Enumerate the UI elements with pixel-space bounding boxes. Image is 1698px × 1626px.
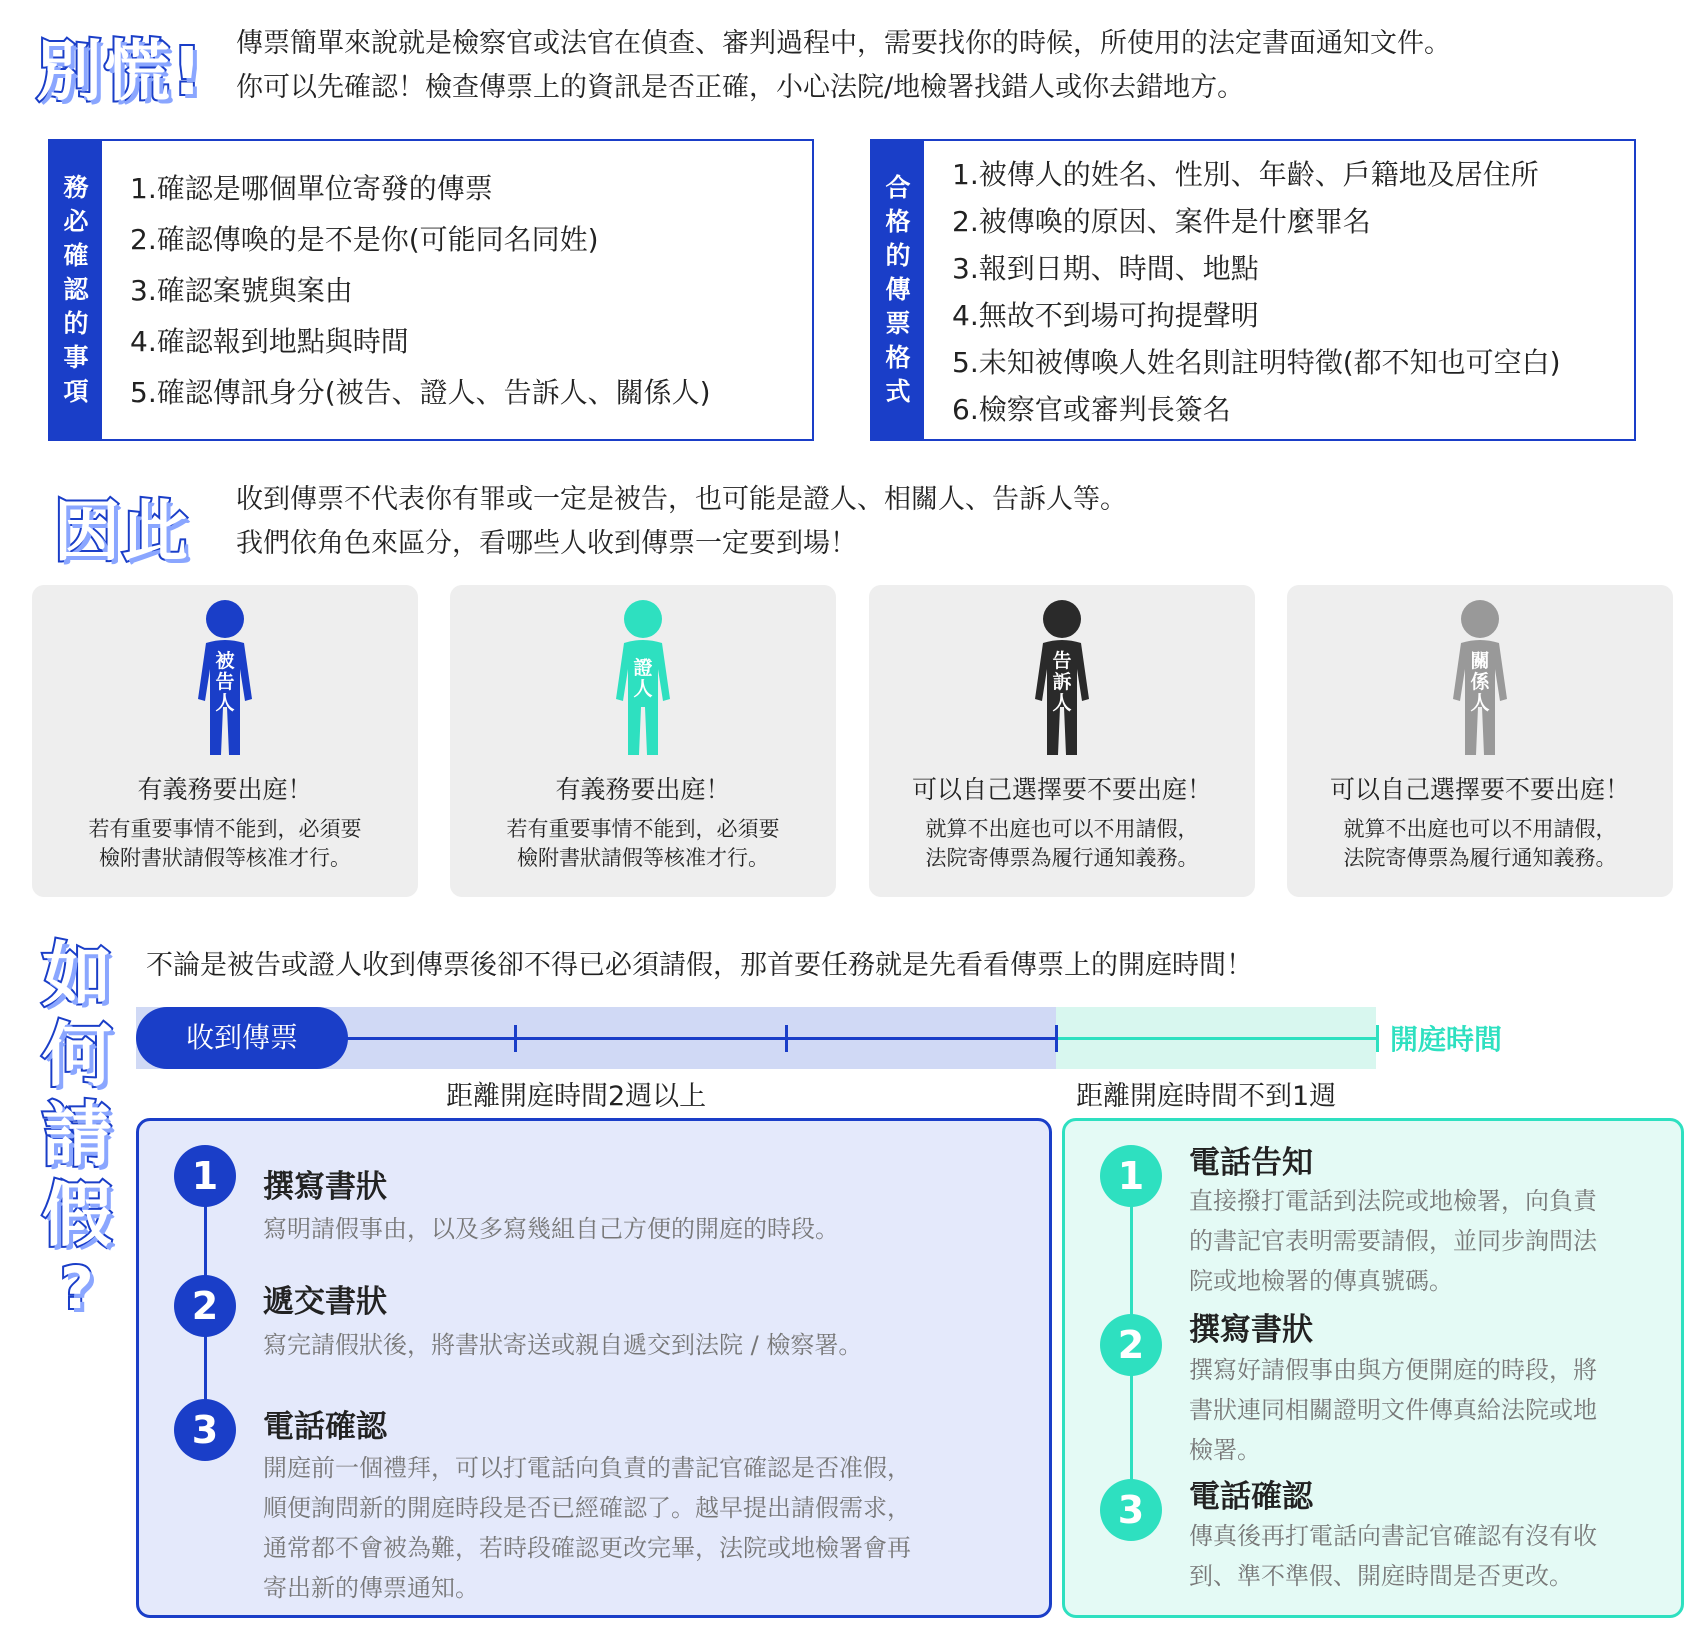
step-number-badge: 1	[174, 1145, 236, 1207]
list-item: 2.被傳喚的原因、案件是什麼罪名	[952, 205, 1371, 238]
role-card-desc-line: 檢附書狀請假等核准才行。	[99, 846, 351, 870]
tab-char: 式	[885, 377, 911, 406]
step-number-badge: 1	[1100, 1145, 1162, 1207]
must-confirm-list	[130, 163, 711, 418]
role-card-title: 有義務要出庭！	[137, 775, 313, 804]
step-number-badge: 3	[1100, 1479, 1162, 1541]
step-number-badge: 2	[1100, 1314, 1162, 1376]
role-card-desc-line: 法院寄傳票為履行通知義務。	[1343, 846, 1617, 870]
list-item: 1.確認是哪個單位寄發的傳票	[130, 172, 493, 205]
role-card-title: 有義務要出庭！	[555, 775, 731, 804]
timeline-line-far	[300, 1037, 1056, 1040]
figure-label-char: 被	[215, 650, 235, 672]
step-desc-line: 檢署。	[1189, 1436, 1261, 1464]
step-desc-line: 通常都不會被為難，若時段確認更改完畢，法院或地檢署會再	[263, 1534, 911, 1562]
role-card-desc-line: 法院寄傳票為履行通知義務。	[925, 846, 1199, 870]
list-item: 4.無故不到場可拘提聲明	[952, 299, 1259, 332]
role-card-desc-line: 若有重要事情不能到，必須要	[506, 817, 780, 841]
figure-label-char: 人	[1052, 692, 1072, 714]
step-desc-line: 順便詢問新的開庭時段是否已經確認了。越早提出請假需求，	[263, 1494, 911, 1522]
role-card-desc	[32, 815, 418, 873]
heading-char: 請	[42, 1094, 114, 1176]
role-card-desc-line: 就算不出庭也可以不用請假，	[1343, 817, 1617, 841]
steps-panel-one-week	[1062, 1118, 1684, 1618]
intro-paragraph-2	[236, 478, 1127, 566]
intro-line: 傳票簡單來說就是檢察官或法官在偵查、審判過程中，需要找你的時候，所使用的法定書面通知文件。	[236, 28, 1451, 59]
figure-label-char: 人	[633, 678, 653, 700]
intro-line: 收到傳票不代表你有罪或一定是被告，也可能是證人、相關人、告訴人等。	[236, 484, 1127, 515]
step-desc-line: 撰寫好請假事由與方便開庭的時段，將	[1189, 1356, 1597, 1384]
tab-char: 傳	[885, 275, 911, 304]
intro-paragraph-3: 不論是被告或證人收到傳票後卻不得已必須請假，那首要任務就是先看看傳票上的開庭時間！	[146, 950, 1253, 981]
figure-label	[633, 657, 652, 700]
tab-char: 的	[63, 309, 89, 338]
role-card-desc	[450, 815, 836, 873]
step-desc-line: 開庭前一個禮拜，可以打電話向負責的書記官確認是否准假，	[263, 1454, 911, 1482]
heading-char: ?	[60, 1254, 96, 1322]
list-item: 5.確認傳訊身分(被告、證人、告訴人、關係人)	[130, 376, 711, 409]
figure-label	[215, 649, 234, 714]
heading-therefore: 因此	[54, 493, 190, 570]
list-item: 4.確認報到地點與時間	[130, 325, 409, 358]
heading-how-to-request-leave	[38, 935, 118, 1321]
step-desc-line: 直接撥打電話到法院或地檢署，向負責	[1189, 1187, 1597, 1215]
step-desc-line: 寫明請假事由，以及多寫幾組自己方便的開庭的時段。	[263, 1215, 839, 1243]
role-card-related-party	[1287, 585, 1673, 897]
tab-char: 必	[63, 207, 89, 236]
person-figure-icon	[1449, 599, 1511, 757]
timeline-caption-near: 距離開庭時間不到1週	[1076, 1081, 1337, 1112]
timeline-tick-end	[1376, 1025, 1379, 1052]
step-desc	[1189, 1516, 1597, 1596]
tab-char: 認	[63, 275, 89, 304]
steps-panel-two-weeks	[136, 1118, 1052, 1618]
figure-label	[1052, 649, 1071, 714]
role-card-title: 可以自己選擇要不要出庭！	[911, 775, 1212, 804]
tab-char: 票	[885, 309, 911, 338]
intro-line: 你可以先確認！檢查傳票上的資訊是否正確，小心法院/地檢署找錯人或你去錯地方。	[236, 72, 1245, 103]
step-desc-line: 書狀連同相關證明文件傳真給法院或地	[1189, 1396, 1597, 1424]
intro-paragraph-1	[236, 22, 1451, 110]
heading-char: 如	[42, 934, 114, 1016]
valid-format-box	[870, 139, 1636, 441]
timeline-start-label: 收到傳票	[185, 1021, 298, 1054]
list-item: 2.確認傳喚的是不是你(可能同名同姓)	[130, 223, 599, 256]
step-title: 撰寫書狀	[263, 1169, 387, 1205]
step-title: 電話確認	[1189, 1479, 1313, 1515]
tab-char: 合	[885, 173, 911, 202]
tab-char: 務	[63, 173, 89, 202]
heading-char: 假	[42, 1174, 114, 1256]
figure-label-char: 告	[1052, 650, 1072, 672]
figure-label-char: 關	[1470, 650, 1490, 672]
intro-line: 我們依角色來區分，看哪些人收到傳票一定要到場！	[236, 528, 857, 559]
figure-label-char: 告	[215, 671, 235, 693]
figure-label-char: 證	[633, 657, 653, 679]
step-title: 撰寫書狀	[1189, 1312, 1313, 1348]
tab-char: 的	[885, 241, 911, 270]
step-number-badge: 2	[174, 1275, 236, 1337]
must-confirm-box	[48, 139, 814, 441]
step-desc-line: 到、準不準假、開庭時間是否更改。	[1189, 1562, 1573, 1590]
timeline-caption-far: 距離開庭時間2週以上	[446, 1081, 707, 1112]
figure-label-char: 人	[215, 692, 235, 714]
step-desc-line: 院或地檢署的傳真號碼。	[1189, 1267, 1453, 1295]
list-item: 6.檢察官或審判長簽名	[952, 393, 1231, 426]
step-desc-line: 寄出新的傳票通知。	[263, 1574, 479, 1602]
person-figure-icon	[612, 599, 674, 757]
step-title: 電話確認	[263, 1409, 387, 1445]
step-desc	[1189, 1350, 1597, 1470]
heading-char: 何	[42, 1014, 114, 1096]
must-confirm-tab	[50, 141, 102, 439]
step-title: 電話告知	[1189, 1145, 1313, 1181]
tab-char: 確	[63, 241, 89, 270]
timeline-tick	[514, 1025, 517, 1052]
step-desc	[263, 1448, 911, 1608]
step-desc-line: 傳真後再打電話向書記官確認有沒有收	[1189, 1522, 1597, 1550]
heading-dont-panic: 別慌!	[36, 33, 205, 110]
step-title: 遞交書狀	[263, 1284, 387, 1320]
step-desc	[1189, 1181, 1597, 1301]
figure-label-char: 訴	[1052, 671, 1072, 693]
tab-char: 格	[885, 207, 911, 236]
timeline-start-pill	[136, 1007, 348, 1069]
figure-label-char: 人	[1470, 692, 1490, 714]
figure-label-char: 係	[1470, 671, 1490, 693]
role-card-title: 可以自己選擇要不要出庭！	[1329, 775, 1630, 804]
role-card-desc	[869, 815, 1255, 873]
tab-char: 格	[885, 343, 911, 372]
role-card-desc-line: 檢附書狀請假等核准才行。	[517, 846, 769, 870]
role-card-complainant	[869, 585, 1255, 897]
list-item: 3.確認案號與案由	[130, 274, 353, 307]
tab-char: 項	[63, 377, 89, 406]
timeline-tick	[1055, 1025, 1058, 1052]
person-figure-icon	[1031, 599, 1093, 757]
valid-format-list	[952, 151, 1561, 433]
figure-label	[1470, 650, 1490, 714]
role-card-desc-line: 就算不出庭也可以不用請假，	[925, 817, 1199, 841]
role-card-desc	[1287, 815, 1673, 873]
step-desc	[263, 1325, 862, 1365]
step-desc	[263, 1209, 839, 1249]
timeline-tick	[785, 1025, 788, 1052]
step-number-badge: 3	[174, 1399, 236, 1461]
list-item: 1.被傳人的姓名、性別、年齡、戶籍地及居住所	[952, 158, 1539, 191]
person-figure-icon	[194, 599, 256, 757]
step-desc-line: 的書記官表明需要請假，並同步詢問法	[1189, 1227, 1597, 1255]
role-card-witness	[450, 585, 836, 897]
step-desc-line: 寫完請假狀後，將書狀寄送或親自遞交到法院 / 檢察署。	[263, 1331, 863, 1359]
role-card-defendant	[32, 585, 418, 897]
valid-format-tab	[872, 141, 924, 439]
timeline-line-near	[1056, 1037, 1378, 1040]
list-item: 3.報到日期、時間、地點	[952, 252, 1259, 285]
role-card-desc-line: 若有重要事情不能到，必須要	[88, 817, 362, 841]
tab-char: 事	[63, 343, 89, 372]
list-item: 5.未知被傳喚人姓名則註明特徵(都不知也可空白)	[952, 346, 1561, 379]
timeline-end-label: 開庭時間	[1390, 1023, 1503, 1056]
